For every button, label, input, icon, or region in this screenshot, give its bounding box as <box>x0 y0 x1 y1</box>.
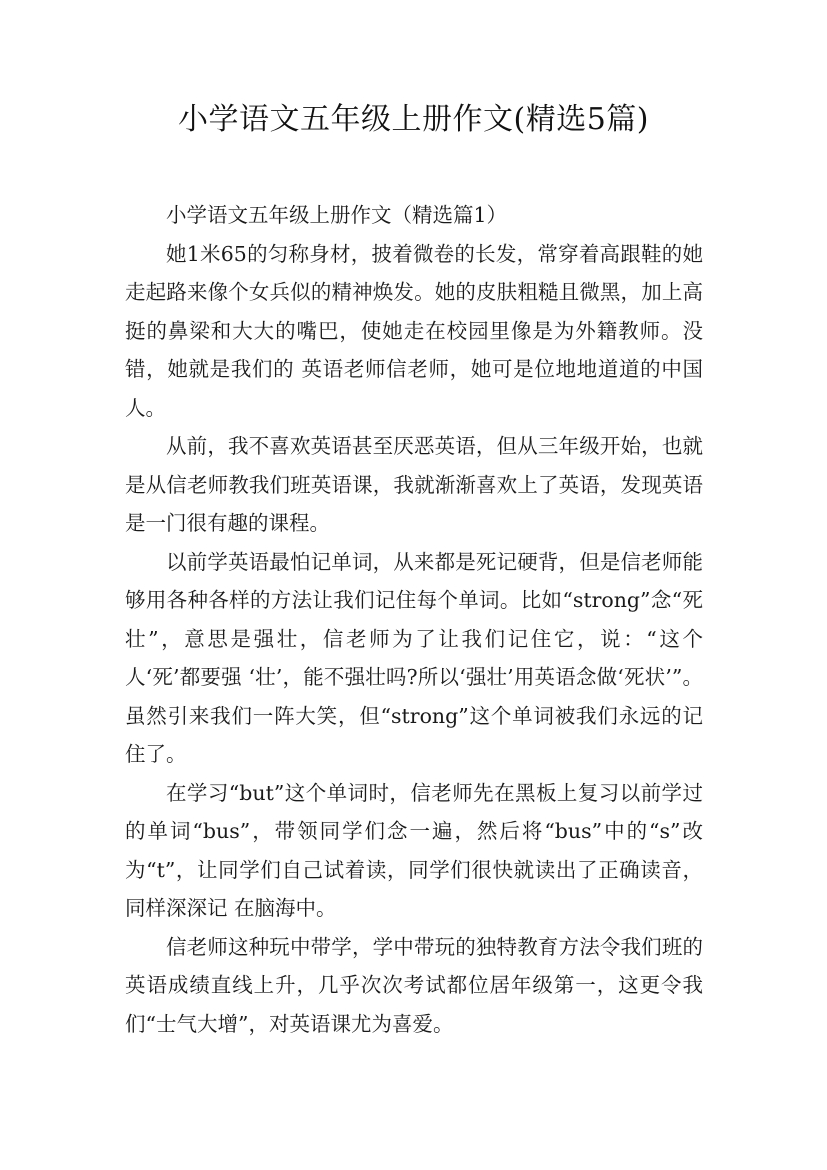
document-title: 小学语文五年级上册作文(精选5篇) <box>178 102 649 137</box>
document-body <box>125 196 703 1043</box>
section-heading: 小学语文五年级上册作文（精选篇1） <box>166 203 508 227</box>
paragraph: 在学习“but”这个单词时，信老师先在黑板上复习以前学过的单词“bus”，带领同学们念一遍，然后将“bus”中的“s”改为“t”，让同学们自己试着读，同学们很快就读出了正确读音，同样深深记 在脑海中。 <box>125 780 703 920</box>
paragraph: 从前，我不喜欢英语甚至厌恶英语，但从三年级开始，也就是从信老师教我们班英语课，我就渐渐喜欢上了英语，发现英语是一门很有趣的课程。 <box>125 434 703 535</box>
paragraph: 信老师这种玩中带学，学中带玩的独特教育方法令我们班的英语成绩直线上升，几乎次次考试都位居年级第一，这更令我们“士气大增”，对英语课尤为喜爱。 <box>125 934 703 1036</box>
paragraph: 她1米65的匀称身材，披着微卷的长发，常穿着高跟鞋的她走起路来像个女兵似的精神焕发。她的皮肤粗糙且微黑，加上高挺的鼻梁和大大的嘴巴，使她走在校园里像是为外籍教师。没错，她就是我们的 英语老师信老师，她可是位地地道道的中国人。 <box>125 241 703 420</box>
paragraph: 以前学英语最怕记单词，从来都是死记硬背，但是信老师能够用各种各样的方法让我们记住每个单词。比如“strong”念“死壮”，意思是强壮，信老师为了让我们记住它，说：“这个人‘死’都要强 ‘壮’，能不强壮吗?所以‘强壮’用英语念做‘死状’”。虽然引来我们一阵大笑，但“strong”这个单词被我们永远的记住了。 <box>125 549 703 766</box>
